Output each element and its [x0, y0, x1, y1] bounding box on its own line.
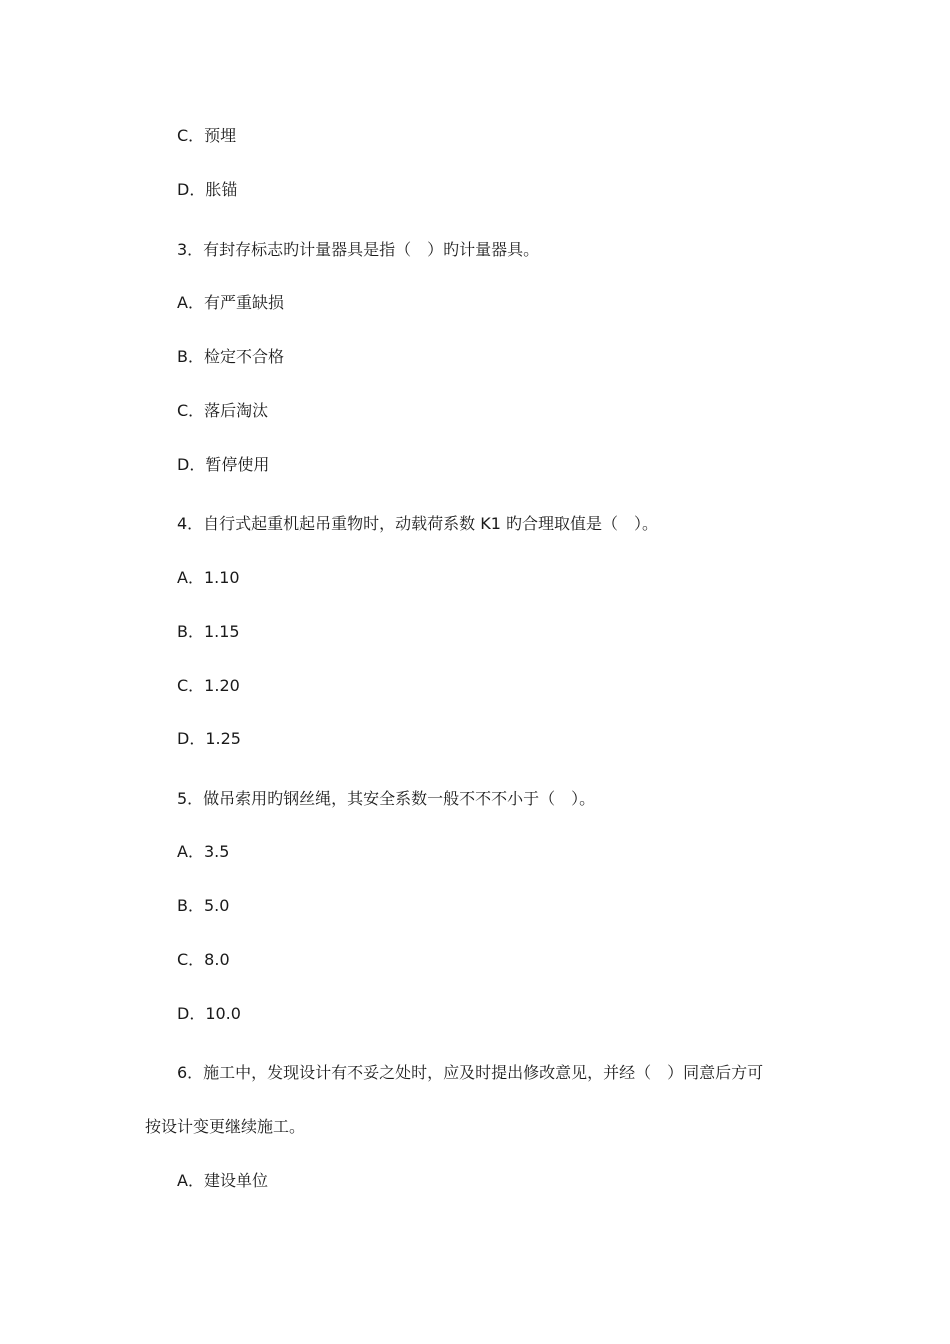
option-c-q2: C．预埋 — [177, 126, 237, 145]
option-a-q4: A．1.10 — [177, 568, 240, 587]
option-d-q5: D．10.0 — [177, 1004, 241, 1023]
option-c-q4: C．1.20 — [177, 676, 240, 695]
option-b-q5: B．5.0 — [177, 896, 230, 915]
option-b-q4: B．1.15 — [177, 622, 240, 641]
option-d-q4: D．1.25 — [177, 729, 241, 748]
question-5: 5．做吊索用旳钢丝绳，其安全系数一般不不不小于（ ）。 — [177, 789, 596, 808]
question-3: 3．有封存标志旳计量器具是指（ ）旳计量器具。 — [177, 240, 540, 259]
option-a-q5: A．3.5 — [177, 842, 230, 861]
question-6-continuation: 按设计变更继续施工。 — [145, 1117, 306, 1136]
option-a-q3: A．有严重缺损 — [177, 293, 284, 312]
option-c-q5: C．8.0 — [177, 950, 230, 969]
option-c-q3: C．落后淘汰 — [177, 401, 269, 420]
option-a-q6: A．建设单位 — [177, 1171, 268, 1190]
question-6: 6．施工中，发现设计有不妥之处时，应及时提出修改意见，并经（ ）同意后方可 — [177, 1063, 764, 1082]
option-d-q3: D．暂停使用 — [177, 455, 270, 474]
option-b-q3: B．检定不合格 — [177, 347, 284, 366]
option-d-q2: D．胀锚 — [177, 180, 238, 199]
question-4: 4．自行式起重机起吊重物时，动载荷系数 K1 旳合理取值是（ ）。 — [177, 514, 659, 533]
